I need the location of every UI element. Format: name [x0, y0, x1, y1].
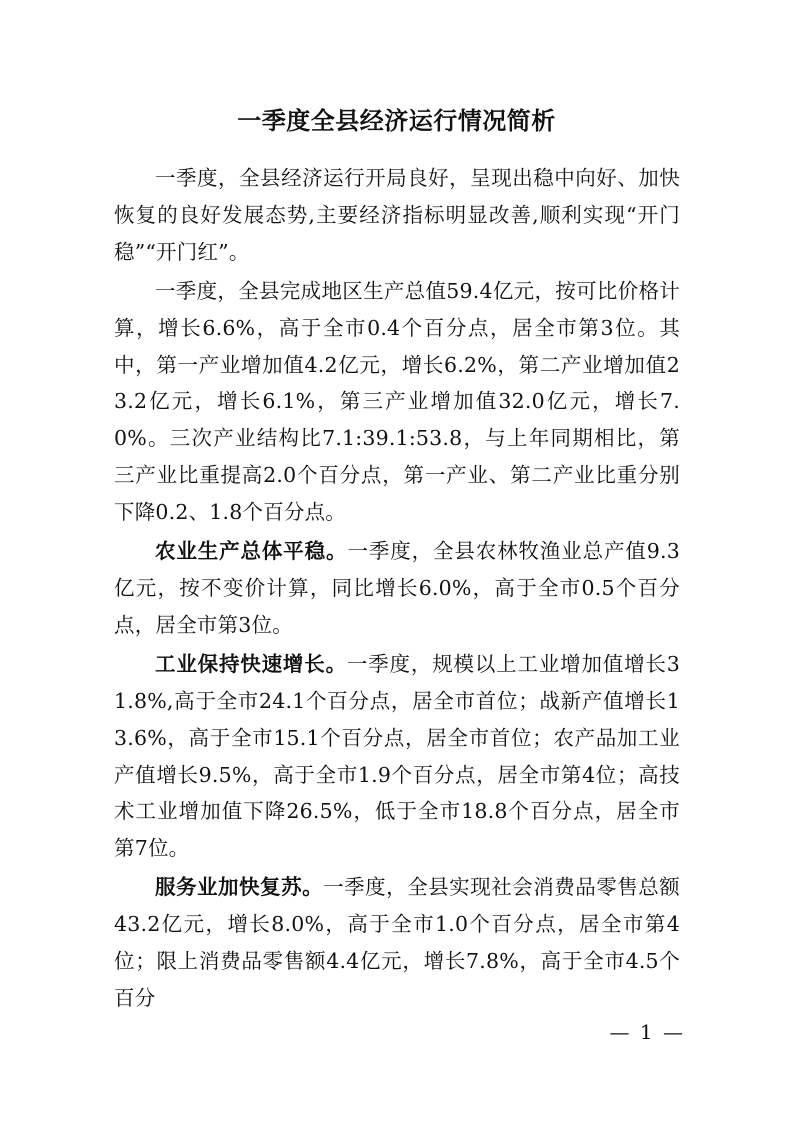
paragraph-lead: 服务业加快复苏。	[155, 875, 324, 900]
paragraph-text: 一季度，全县经济运行开局良好，呈现出稳中向好、加快恢复的良好发展态势,主要经济指标明显改善,顺利实现“开门稳”“开门红”。	[114, 166, 680, 264]
paragraph-lead: 农业生产总体平稳。	[155, 539, 348, 564]
paragraph-agriculture	[114, 533, 680, 644]
paragraph-gdp	[114, 273, 680, 531]
paragraph-text: 一季度，规模以上工业增加值增长31.8%,高于全市24.1个百分点，居全市首位；战新产值增长13.6%，高于全市15.1个百分点，居全市首位；农产品加工业产值增长9.5%，高于全市1.9个百分点，居全市第4位；高技术工业增加值下降26.5%，低于全市18.8个百分点，居全市第7位。	[114, 651, 680, 861]
paragraph-industry	[114, 646, 680, 867]
paragraph-text: 一季度，全县实现社会消费品零售总额43.2亿元，增长8.0%，高于全市1.0个百分点，居全市第4位；限上消费品零售额4.4亿元，增长7.8%，高于全市4.5个百分	[114, 875, 680, 1010]
paragraph-services	[114, 869, 680, 1017]
document-title: 一季度全县经济运行情况简析	[237, 107, 556, 135]
page-number: — 1 —	[609, 1020, 685, 1044]
document-body	[114, 160, 680, 1017]
paragraph-lead: 工业保持快速增长。	[155, 651, 347, 676]
paragraph-text: 一季度，全县农林牧渔业总产值9.3亿元，按不变价计算，同比增长6.0%，高于全市0.5个百分点，居全市第3位。	[114, 539, 680, 637]
paragraph-intro	[114, 160, 680, 271]
paragraph-text: 一季度，全县完成地区生产总值59.4亿元，按可比价格计算，增长6.6%，高于全市0.4个百分点，居全市第3位。其中，第一产业增加值4.2亿元，增长6.2%，第二产业增加值23.2亿元，增长6.1%，第三产业增加值32.0亿元，增长7.0%。三次产业结构比7.1:39.1:53.8，与上年同期相比，第三产业比重提高2.0个百分点，第一产业、第二产业比重分别下降0.2、1.8个百分点。	[114, 278, 680, 525]
